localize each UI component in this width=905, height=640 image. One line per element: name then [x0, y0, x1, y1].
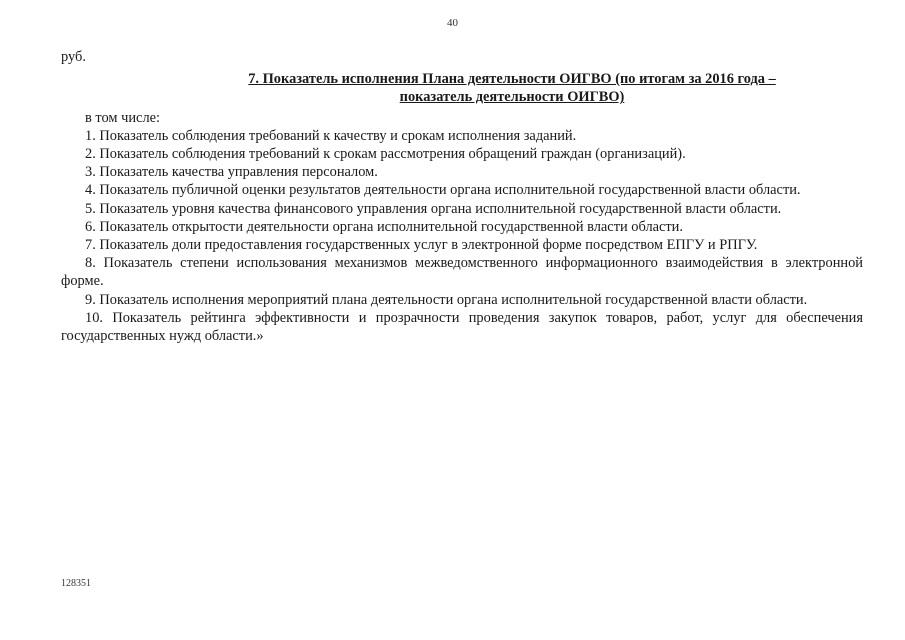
- list-item: 9. Показатель исполнения мероприятий плана деятельности органа исполнительной государственной власти области.: [85, 291, 808, 308]
- section-heading: [61, 70, 863, 106]
- lead-text: руб.: [61, 49, 86, 65]
- page-number: 40: [447, 17, 458, 29]
- section-heading-line-1: 7. Показатель исполнения Плана деятельности ОИГВО (по итогам за 2016 года –: [248, 71, 776, 88]
- list-item: 1. Показатель соблюдения требований к качеству и срокам исполнения заданий.: [85, 127, 577, 144]
- list-item: 7. Показатель доли предоставления государственных услуг в электронной форме посредством ЕПГУ и РПГУ.: [85, 237, 758, 254]
- list-item: 10. Показатель рейтинга эффективности и прозрачности проведения закупок товаров, работ, услуг для обеспечения государственных нужд области.»: [61, 309, 863, 345]
- document-body: [61, 48, 863, 345]
- section-heading-line-2: показатель деятельности ОИГВО): [399, 89, 625, 106]
- list-item: 2. Показатель соблюдения требований к срокам рассмотрения обращений граждан (организаций).: [85, 146, 686, 163]
- list-item: 5. Показатель уровня качества финансового управления органа исполнительной государственной власти области.: [85, 200, 782, 217]
- list-item: 6. Показатель открытости деятельности органа исполнительной государственной власти области.: [85, 218, 683, 235]
- list-item: 8. Показатель степени использования механизмов межведомственного информационного взаимодействия в электронной форме.: [61, 255, 863, 290]
- intro-text: в том числе:: [85, 109, 161, 126]
- list-item: 4. Показатель публичной оценки результатов деятельности органа исполнительной государственной власти области.: [85, 182, 801, 199]
- list-item: 3. Показатель качества управления персоналом.: [85, 164, 378, 181]
- document-code: 128351: [61, 578, 91, 589]
